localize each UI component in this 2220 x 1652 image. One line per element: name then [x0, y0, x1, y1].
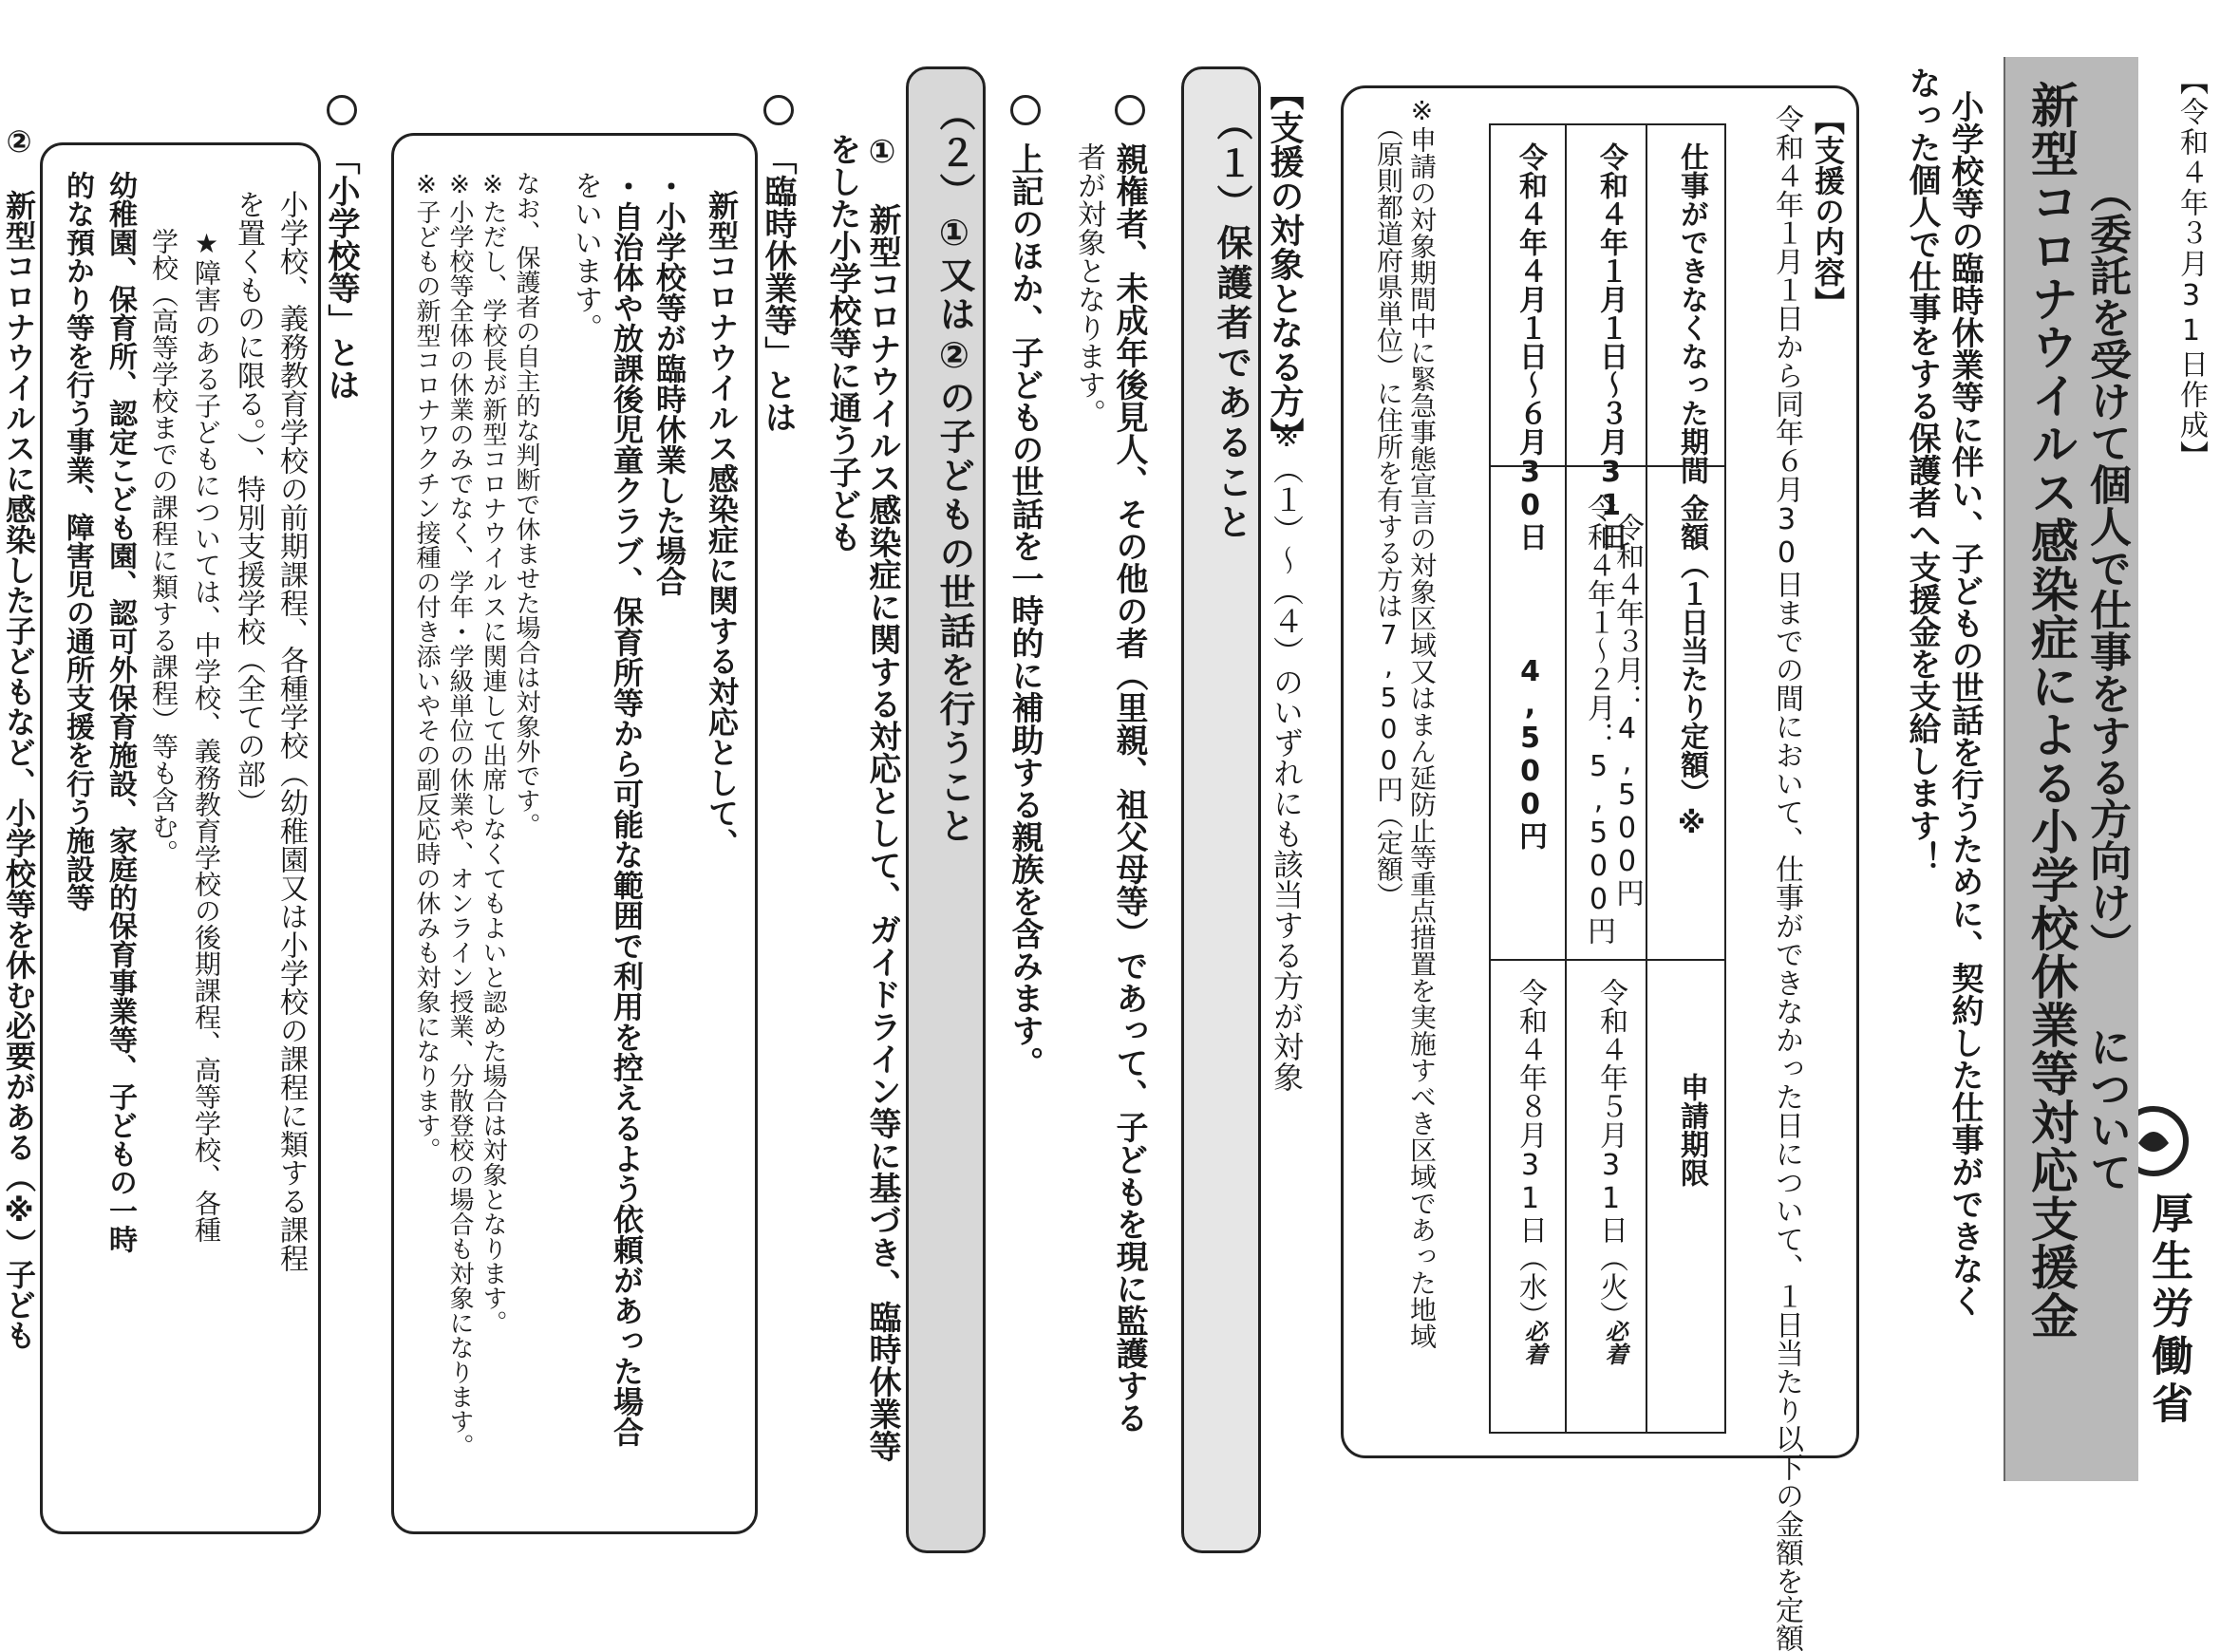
temporary-closure-note: ※小学校等全体の休業のみでなく、学年・学級単位の休業や、オンライン授業、分散登校の場合も対象になります。	[445, 171, 474, 1458]
section-1-item: 者が対象となります。	[1072, 142, 1105, 427]
page-title: 新型コロナウイルス感染症による小学校休業等対応支援金	[2023, 81, 2079, 1340]
bullet-circle-icon	[763, 95, 794, 125]
section-2-label: （２）①又は②の子どもの世話を行うこと	[933, 95, 975, 846]
temporary-closure-heading: 「臨時休業等」とは	[759, 142, 797, 433]
page-subtitle-suffix: について	[2082, 1025, 2131, 1192]
table-header-deadline: 申請期限	[1675, 1073, 1708, 1187]
page-subtitle: （委託を受けて個人で仕事をする方向け）	[2082, 171, 2131, 965]
school-definition-line: 小学校、義務教育学校の前期課程、各種学校（幼稚園又は小学校の課程に類する課程	[274, 190, 308, 1272]
temporary-closure-note: ※ただし、学校長が新型コロナウイルスに関連して出席しなくてもよいと認めた場合は対象となります。	[479, 171, 507, 1335]
table-border-top	[1489, 123, 1726, 125]
school-definition-heading: 「小学校等」とは	[322, 142, 360, 401]
bullet-circle-icon	[1115, 95, 1145, 125]
table-cell-deadline-note: 必着	[1601, 1320, 1627, 1365]
section-1-label: （１）保護者であること	[1211, 104, 1252, 543]
table-cell-amount: 4,500円	[1514, 655, 1547, 850]
table-header-amount: 金額（１日当たり定額）※	[1675, 494, 1708, 840]
table-border	[1646, 123, 1647, 1434]
support-table	[1489, 123, 1726, 1434]
support-heading-text: 令和４年１月１日から同年６月30日までの間において、仕事ができなかった日について、１日当たり以下の金額を定額	[1770, 104, 1803, 1652]
created-date: 【令和４年３月31日作成】	[2174, 66, 2208, 471]
temporary-closure-note: ※子どもの新型コロナワクチン接種の付き添いやその副反応時の休みも対象になります。	[412, 171, 441, 1162]
lead-line-1: 小学校等の臨時休業等に伴い、子どもの世話を行うために、契約した仕事ができなく	[1946, 90, 1984, 1317]
table-cell-deadline-note: 必着	[1520, 1320, 1547, 1365]
table-cell-amount: 令和４年１～２月：5,500円	[1582, 494, 1615, 945]
temporary-closure-title: 新型コロナウイルス感染症に関する対応として、	[704, 190, 740, 858]
target-subheading: ※（１）～（４）のいずれにも該当する方が対象	[1269, 418, 1305, 1092]
temporary-closure-bullet: ・自治体や放課後児童クラブ、保育所等から可能な範囲で利用を控えるよう依頼があった場合	[609, 171, 645, 1447]
school-definition-line: ★障害のある子どもについては、中学校、義務教育学校の後期課程、高等学校、各種	[191, 228, 222, 1243]
table-cell-period: 令和４年４月１日～６月30日	[1514, 142, 1547, 551]
support-note: （原則都道府県単位）に住所を有する方は7,500円（定額）	[1373, 114, 1404, 909]
table-border-left	[1489, 123, 1491, 1434]
section-1-item: 親権者、未成年後見人、その他の者（里親、祖父母等）であって、子どもを現に監護する	[1110, 142, 1148, 1434]
school-definition-line: 幼稚園、保育所、認定こども園、認可外保育施設、家庭的保育事業等、子どもの一時	[103, 171, 137, 1253]
section-2-item-2: ② 新型コロナウイルスに感染した子どもなど、小学校等を休む必要がある（※）子ども	[1, 123, 37, 1350]
support-heading: 【支援の内容】	[1810, 104, 1846, 317]
table-cell-deadline: 令和４年５月31日（火）	[1594, 978, 1627, 1329]
bullet-circle-icon	[327, 95, 357, 125]
lead-line-2: なった個人で仕事をする保護者へ支援金を支給します！	[1903, 66, 1941, 873]
section-2-item-1: をした小学校等に通う子ども	[823, 133, 861, 553]
ministry-name: 厚生労働省	[2144, 1192, 2192, 1429]
temporary-closure-note: なお、保護者の自主的な判断で休ませた場合は対象外です。	[512, 171, 540, 837]
bullet-circle-icon	[1010, 95, 1041, 125]
section-1-item: 上記のほか、子どもの世話を一時的に補助する親族を含みます。	[1006, 142, 1044, 1079]
school-definition-line: を置くものに限る。）、特別支援学校（全ての部）	[232, 190, 265, 817]
table-border-right	[1724, 123, 1726, 1434]
table-cell-deadline: 令和４年８月31日（水）	[1514, 978, 1547, 1329]
table-cell-amount: 令和４年３月：4,500円	[1610, 513, 1644, 907]
table-border-bottom	[1489, 1432, 1726, 1434]
table-header-period: 仕事ができなくなった期間	[1675, 142, 1708, 484]
school-definition-line: 学校（高等学校までの課程に類する課程）等も含む。	[148, 228, 179, 866]
temporary-closure-trail: をいいます。	[569, 171, 602, 342]
section-2-item-1: ① 新型コロナウイルス感染症に関する対応として、ガイドライン等に基づき、臨時休業等	[863, 133, 901, 1462]
support-note: ※申請の対象期間中に緊急事態宣言の対象区域又はまん延防止等重点措置を実施すべき区域であった地域	[1406, 95, 1438, 1349]
school-definition-line: 的な預かり等を行う事業、障害児の通所支援を行う施設等	[61, 171, 94, 911]
table-border	[1489, 959, 1726, 961]
table-border	[1565, 123, 1567, 1434]
table-cell-period: 令和４年１月１日～３月31日	[1594, 142, 1627, 551]
temporary-closure-bullet: ・小学校等が臨時休業した場合	[651, 171, 687, 596]
target-heading: 【支援の対象となる方】	[1265, 76, 1304, 452]
